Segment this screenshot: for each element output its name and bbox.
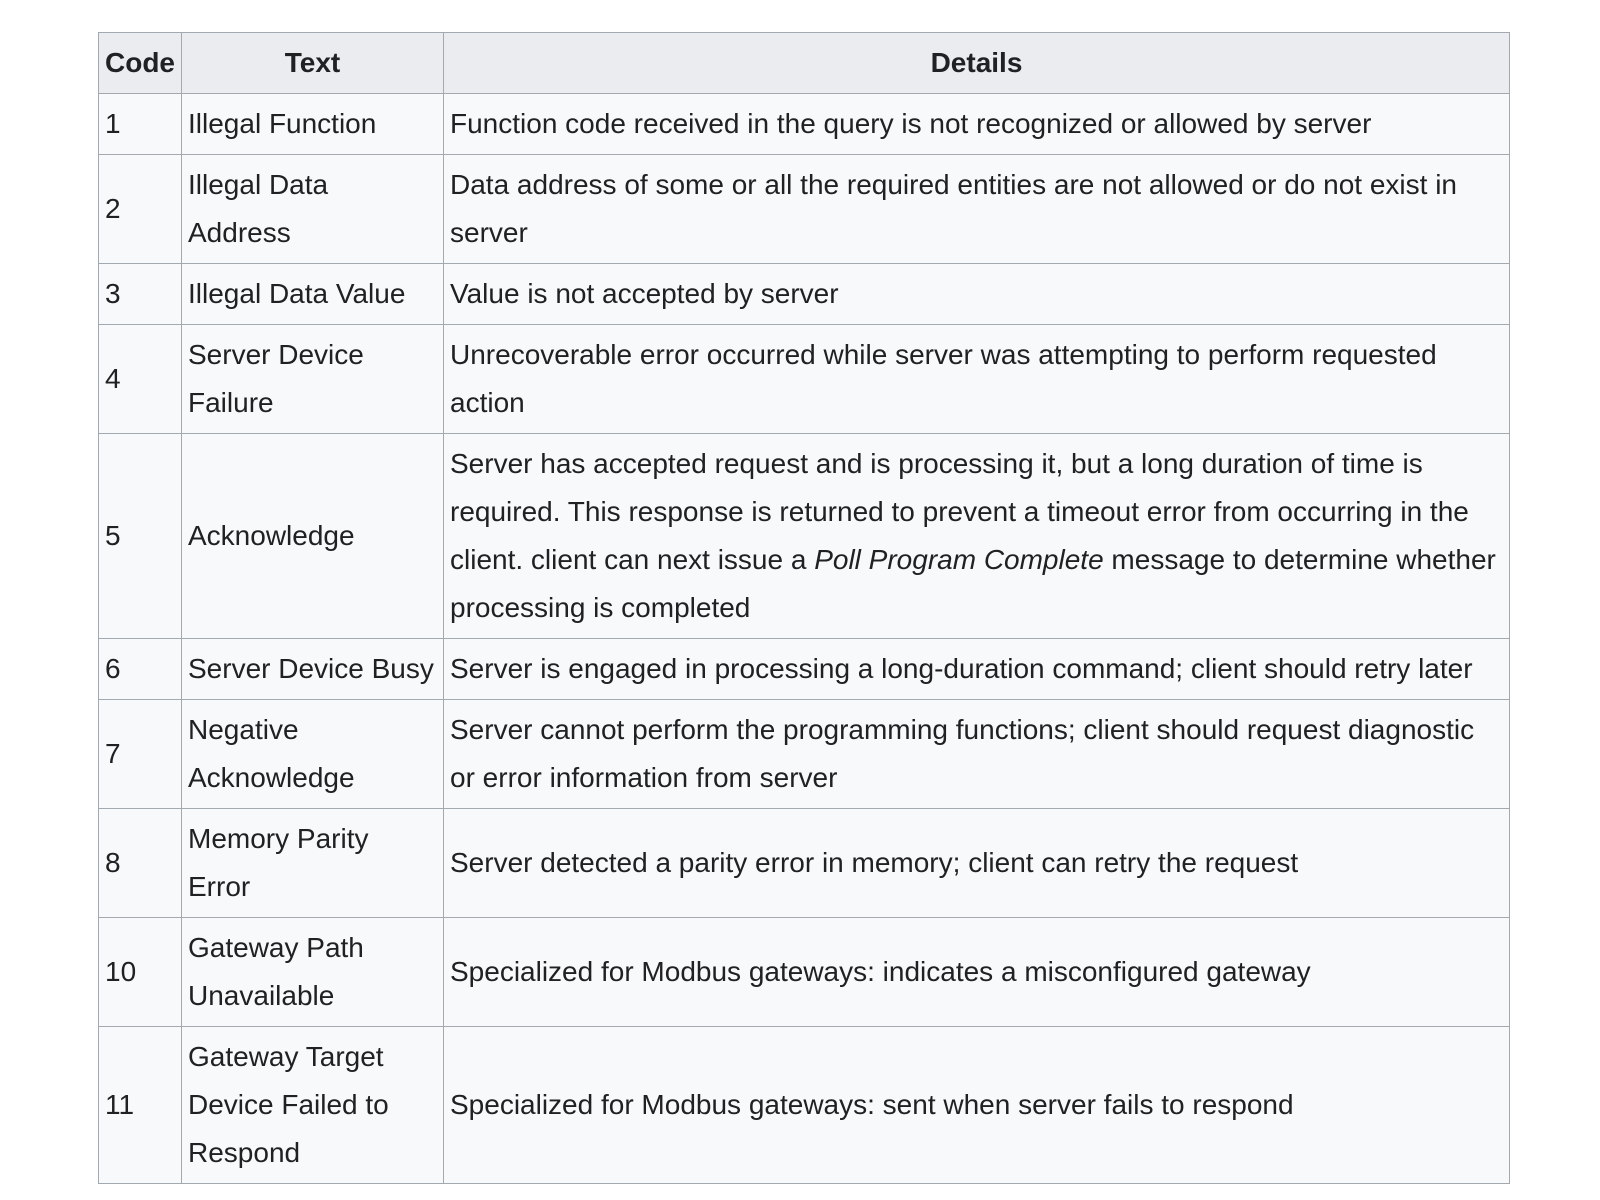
cell-text: Illegal Data Value [182, 264, 444, 325]
cell-text: Negative Acknowledge [182, 700, 444, 809]
table-row [99, 434, 1510, 639]
table-row [99, 700, 1510, 809]
cell-code: 10 [99, 918, 182, 1027]
details-emphasis: Poll Program Complete [814, 544, 1104, 575]
cell-code: 3 [99, 264, 182, 325]
cell-code: 11 [99, 1027, 182, 1184]
cell-details: Server cannot perform the programming functions; client should request diagnostic or error information from server [444, 700, 1510, 809]
table-row [99, 94, 1510, 155]
details-text: message to determine whether processing is completed [450, 544, 1496, 623]
details-text: Server has accepted request and is processing it, but a long duration of time is required. This response is returned to prevent a timeout error from occurring in the client. client can next issue a [450, 448, 1469, 575]
cell-code: 2 [99, 155, 182, 264]
cell-text: Gateway Target Device Failed to Respond [182, 1027, 444, 1184]
cell-text: Illegal Function [182, 94, 444, 155]
cell-code: 4 [99, 325, 182, 434]
cell-details: Specialized for Modbus gateways: sent when server fails to respond [444, 1027, 1510, 1184]
cell-details: Specialized for Modbus gateways: indicates a misconfigured gateway [444, 918, 1510, 1027]
cell-details: Data address of some or all the required entities are not allowed or do not exist in server [444, 155, 1510, 264]
cell-text: Gateway Path Unavailable [182, 918, 444, 1027]
exception-codes-table [98, 32, 1510, 1184]
cell-code: 8 [99, 809, 182, 918]
cell-code: 1 [99, 94, 182, 155]
cell-details: Server is engaged in processing a long-duration command; client should retry later [444, 639, 1510, 700]
cell-details: Function code received in the query is not recognized or allowed by server [444, 94, 1510, 155]
table-row [99, 155, 1510, 264]
cell-text: Illegal Data Address [182, 155, 444, 264]
table-row [99, 325, 1510, 434]
cell-text: Server Device Failure [182, 325, 444, 434]
table-row [99, 1027, 1510, 1184]
header-code: Code [99, 33, 182, 94]
table-row [99, 264, 1510, 325]
cell-details [444, 434, 1510, 639]
table-row [99, 639, 1510, 700]
table-row [99, 918, 1510, 1027]
cell-text: Acknowledge [182, 434, 444, 639]
cell-text: Memory Parity Error [182, 809, 444, 918]
cell-code: 6 [99, 639, 182, 700]
table-header-row [99, 33, 1510, 94]
cell-code: 7 [99, 700, 182, 809]
cell-details: Unrecoverable error occurred while server was attempting to perform requested action [444, 325, 1510, 434]
table-row [99, 809, 1510, 918]
header-text: Text [182, 33, 444, 94]
cell-details: Server detected a parity error in memory; client can retry the request [444, 809, 1510, 918]
header-details: Details [444, 33, 1510, 94]
cell-text: Server Device Busy [182, 639, 444, 700]
cell-code: 5 [99, 434, 182, 639]
cell-details: Value is not accepted by server [444, 264, 1510, 325]
